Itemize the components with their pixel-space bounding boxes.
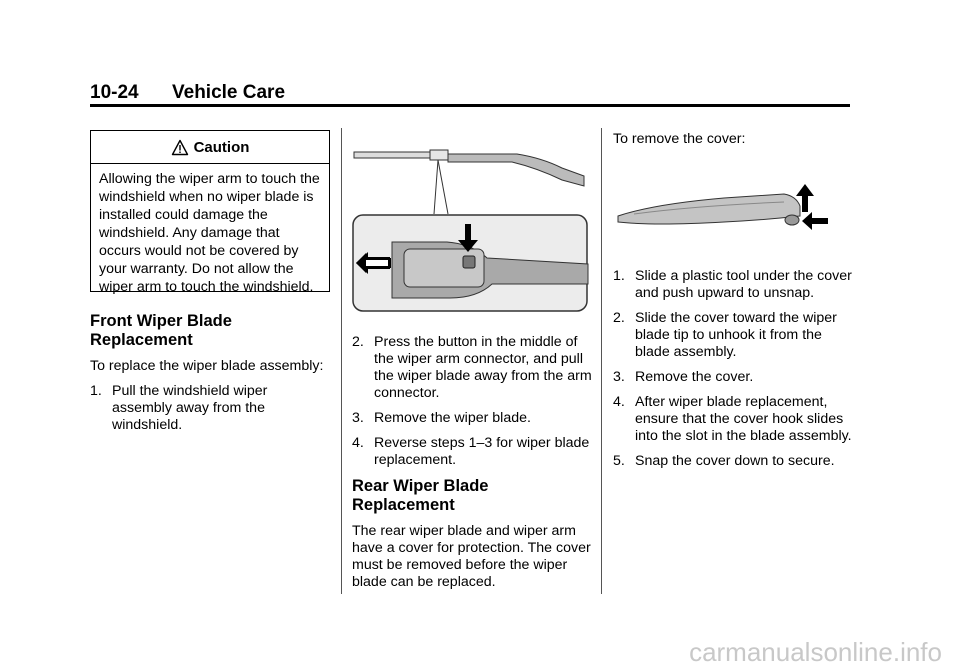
front-wiper-steps-continued [352, 334, 592, 469]
step-number: 2. [613, 310, 625, 326]
rear-wiper-cover-figure [614, 182, 836, 242]
step-number: 1. [90, 383, 102, 399]
list-item [613, 394, 853, 445]
caution-title-bar [91, 131, 329, 164]
column-divider [341, 128, 342, 594]
column-divider [601, 128, 602, 594]
section-title: Vehicle Care [172, 82, 286, 103]
step-number: 5. [613, 453, 625, 469]
step-number: 1. [613, 268, 625, 284]
step-text: Snap the cover down to secure. [635, 453, 835, 469]
watermark: carmanualsonline.info [689, 637, 942, 667]
rear-wiper-paragraph: The rear wiper blade and wiper arm have a cover for protection. The cover must be removed before the wiper blade can be replaced. [352, 523, 591, 590]
caution-box [90, 130, 330, 295]
right-column [613, 131, 853, 156]
step-text: Slide a plastic tool under the cover and push upward to unsnap. [635, 268, 852, 301]
front-wiper-intro: To replace the wiper blade assembly: [90, 358, 324, 374]
step-text: Pull the windshield wiper assembly away from the windshield. [112, 383, 268, 433]
middle-column [352, 334, 592, 599]
front-wiper-steps [90, 383, 330, 434]
list-item [613, 369, 853, 386]
page-number: 10-24 [90, 82, 139, 103]
step-number: 4. [613, 394, 625, 410]
remove-cover-steps [613, 268, 853, 470]
step-text: Press the button in the middle of the wiper arm connector, and pull the wiper blade away from the arm connector. [374, 334, 592, 401]
caution-triangle-icon [171, 139, 189, 156]
step-text: Slide the cover toward the wiper blade tip to unhook it from the blade assembly. [635, 310, 837, 360]
front-wiper-heading: Front Wiper Blade Replacement [90, 312, 232, 349]
step-number: 2. [352, 334, 364, 350]
rear-wiper-heading: Rear Wiper Blade Replacement [352, 477, 489, 514]
remove-cover-intro: To remove the cover: [613, 131, 746, 147]
step-text: Remove the wiper blade. [374, 410, 531, 426]
step-text: After wiper blade replacement, ensure that the cover hook slides into the slot in the blade assembly. [635, 394, 852, 444]
header-rule [90, 104, 850, 107]
step-text: Reverse steps 1–3 for wiper blade replacement. [374, 435, 590, 468]
right-column-steps [613, 268, 853, 478]
step-number: 4. [352, 435, 364, 451]
list-item [613, 453, 853, 470]
caution-title: Caution [193, 138, 250, 156]
list-item [613, 268, 853, 302]
page-header [90, 82, 285, 104]
wiper-connector-figure [352, 146, 590, 314]
list-item [352, 334, 592, 402]
list-item [352, 435, 592, 469]
caution-text: Allowing the wiper arm to touch the windshield when no wiper blade is installed could damage the windshield. Any damage that occurs would not be covered by your warranty. Do not allow the wiper arm to touch the windshield. [99, 171, 320, 295]
list-item [90, 383, 330, 434]
list-item [613, 310, 853, 361]
list-item [352, 410, 592, 427]
step-number: 3. [352, 410, 364, 426]
step-text: Remove the cover. [635, 369, 754, 385]
left-column [90, 312, 330, 442]
step-number: 3. [613, 369, 625, 385]
